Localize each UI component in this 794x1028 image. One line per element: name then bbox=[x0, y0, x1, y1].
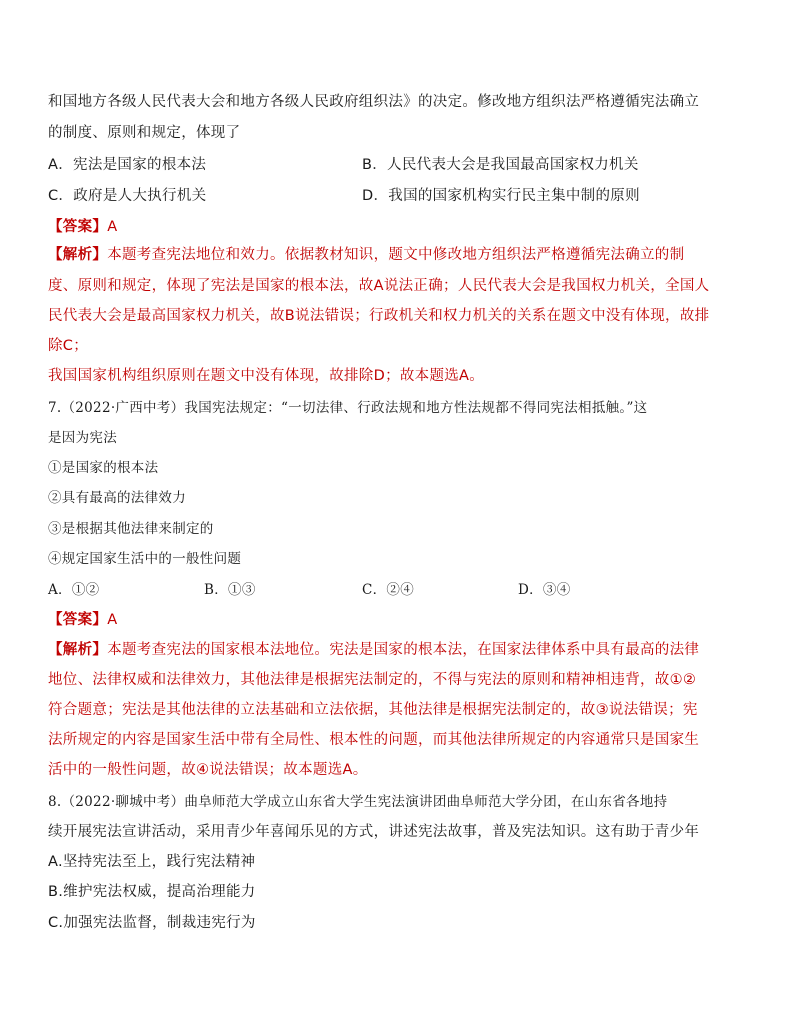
q7-answer-tag: 【答案】 bbox=[48, 612, 108, 628]
q7-analysis-tag: 【解析】 bbox=[48, 642, 108, 658]
q7-analysis-line4: 法所规定的内容是国家生活中带有全局性、根本性的问题，而其他法律所规定的内容通常只是国家生 bbox=[48, 732, 700, 748]
q7-answer bbox=[48, 610, 748, 630]
q7-analysis-line2: 地位、法律权威和法律效力，其他法律是根据宪法制定的，不得与宪法的原则和精神相违背，故①② bbox=[48, 672, 697, 688]
q7-stem-line2: 是因为宪法 bbox=[48, 430, 117, 446]
q6-answer bbox=[48, 217, 748, 237]
q6-analysis-line1 bbox=[48, 245, 748, 265]
q7-item-4: ④规定国家生活中的一般性问题 bbox=[48, 551, 242, 567]
q6-analysis-line4: 除C； bbox=[48, 338, 89, 354]
q7-option-c: C．②④ bbox=[362, 582, 415, 598]
q6-analysis-line3: 民代表大会是最高国家权力机关，故B说法错误；行政机关和权力机关的关系在题文中没有体现，故排 bbox=[48, 308, 710, 324]
q8-option-a: A.坚持宪法至上，践行宪法精神 bbox=[48, 854, 256, 870]
q7-item-1: ①是国家的根本法 bbox=[48, 460, 159, 476]
q7-analysis-line1 bbox=[48, 640, 748, 660]
q7-analysis-line5: 活中的一般性问题，故④说法错误；故本题选A。 bbox=[48, 762, 368, 778]
q6-option-d: D．我国的国家机构实行民主集中制的原则 bbox=[362, 188, 640, 204]
q7-option-a: A．①② bbox=[48, 582, 100, 598]
q8-option-c: C.加强宪法监督，制裁违宪行为 bbox=[48, 915, 256, 931]
q7-option-d: D．③④ bbox=[518, 582, 571, 598]
q6-analysis-text1: 本题考查宪法地位和效力。依据教材知识，题文中修改地方组织法严格遵循宪法确立的制 bbox=[107, 247, 685, 263]
q8-stem-line2: 续开展宪法宣讲活动，采用青少年喜闻乐见的方式，讲述宪法故事，普及宪法知识。这有助于青少年 bbox=[48, 824, 700, 840]
q7-answer-value: A bbox=[107, 612, 118, 628]
q7-stem-line1: 7.（2022·广西中考）我国宪法规定：“一切法律、行政法规和地方性法规都不得同宪法相抵触。”这 bbox=[48, 400, 648, 416]
q6-option-c: C．政府是人大执行机关 bbox=[48, 188, 207, 204]
q7-option-b: B．①③ bbox=[204, 582, 256, 598]
q6-analysis-line2: 度、原则和规定，体现了宪法是国家的根本法，故A说法正确；人民代表大会是我国权力机关，全国人 bbox=[48, 278, 710, 294]
q8-stem-line1: 8.（2022·聊城中考）曲阜师范大学成立山东省大学生宪法演讲团曲阜师范大学分团，在山东省各地持 bbox=[48, 794, 668, 810]
q7-analysis-text1: 本题考查宪法的国家根本法地位。宪法是国家的根本法，在国家法律体系中具有最高的法律 bbox=[107, 642, 700, 658]
q6-answer-tag: 【答案】 bbox=[48, 219, 108, 235]
q6-stem-line2: 的制度、原则和规定，体现了 bbox=[48, 125, 241, 141]
q6-answer-value: A bbox=[107, 219, 118, 235]
q6-analysis-line5: 我国国家机构组织原则在题文中没有体现，故排除D；故本题选A。 bbox=[48, 368, 485, 384]
q6-analysis-tag: 【解析】 bbox=[48, 247, 108, 263]
q6-option-a: A．宪法是国家的根本法 bbox=[48, 157, 207, 173]
q6-option-b: B．人民代表大会是我国最高国家权力机关 bbox=[362, 157, 639, 173]
q8-option-b: B.维护宪法权威，提高治理能力 bbox=[48, 884, 256, 900]
q7-item-3: ③是根据其他法律来制定的 bbox=[48, 521, 214, 537]
q7-analysis-line3: 符合题意；宪法是其他法律的立法基础和立法依据，其他法律是根据宪法制定的，故③说法错误；宪 bbox=[48, 702, 698, 718]
q6-stem-line1: 和国地方各级人民代表大会和地方各级人民政府组织法》的决定。修改地方组织法严格遵循宪法确立 bbox=[48, 94, 700, 110]
q7-item-2: ②具有最高的法律效力 bbox=[48, 490, 186, 506]
